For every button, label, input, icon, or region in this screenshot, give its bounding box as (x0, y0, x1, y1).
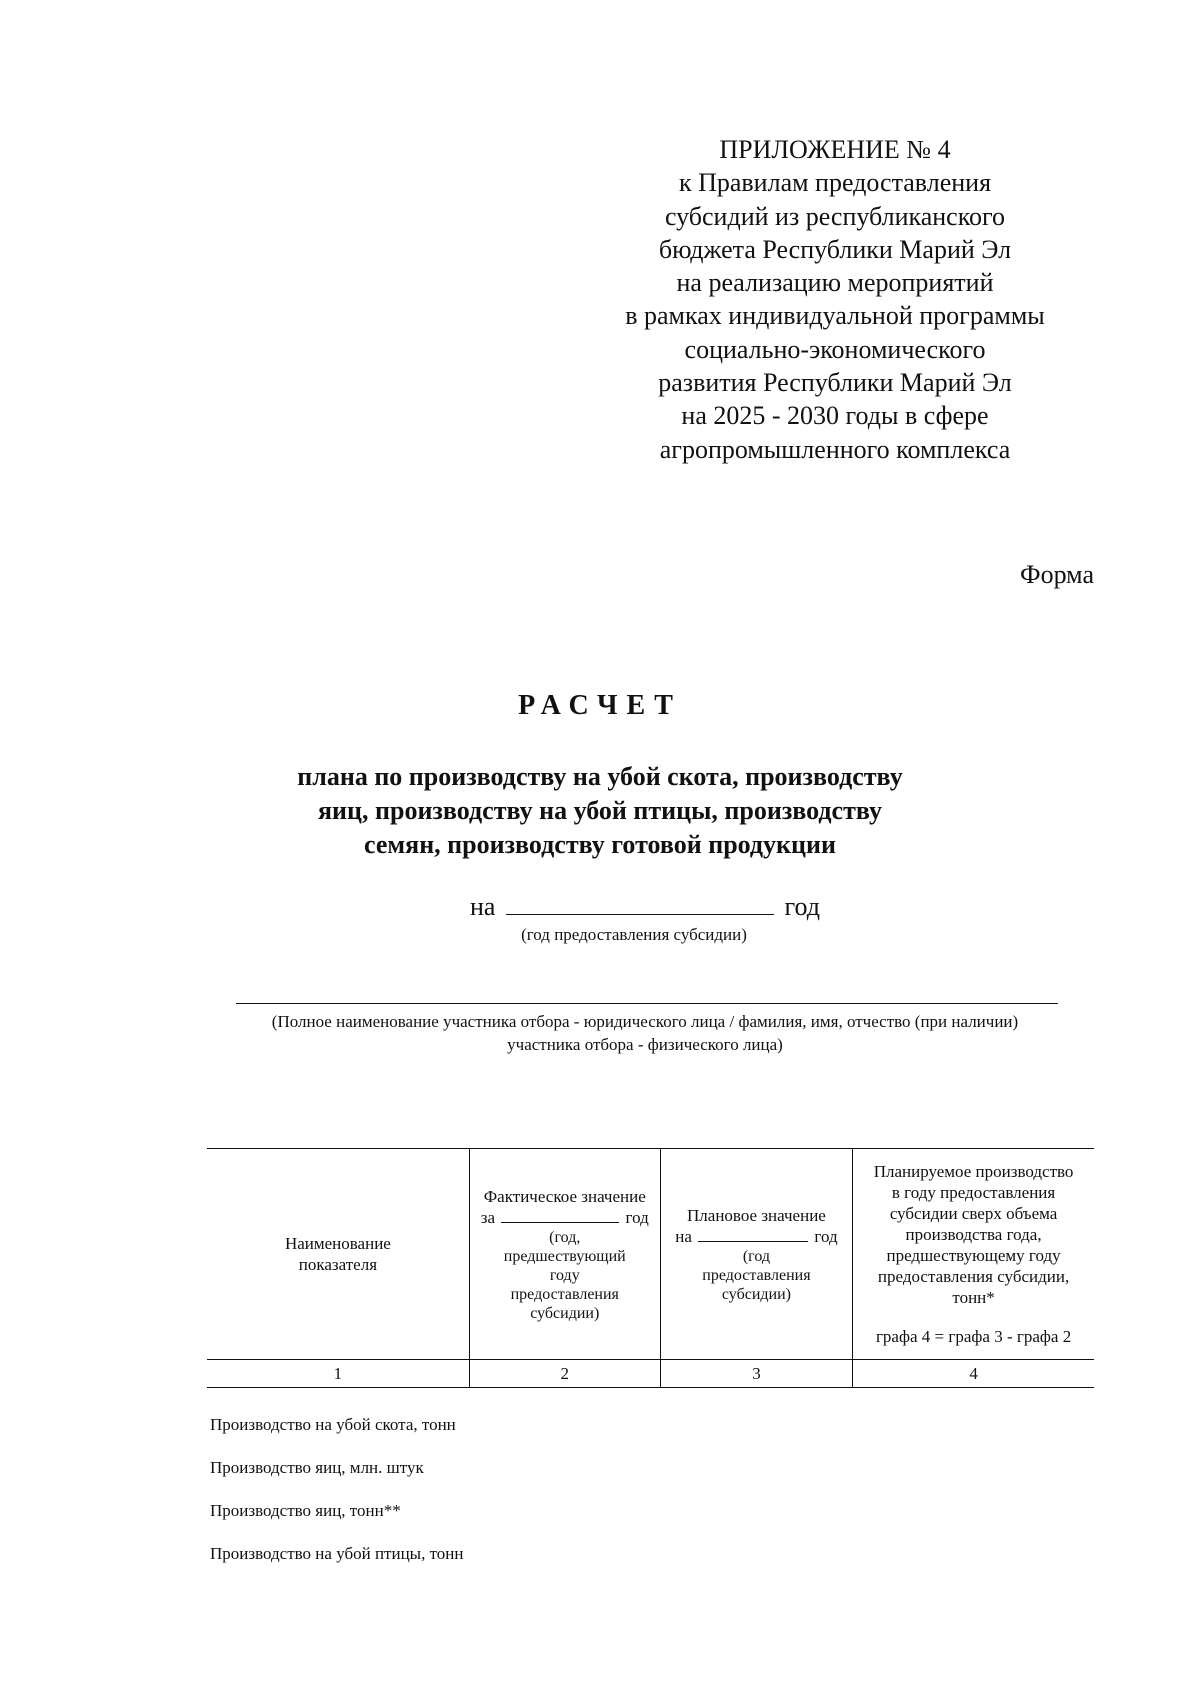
header-year-line (665, 1226, 848, 1247)
header-year-suffix: год (814, 1226, 838, 1246)
subtitle-line: плана по производству на убой скота, производству (297, 762, 903, 791)
appendix-line: социально-экономического (684, 334, 986, 364)
header-text: Плановое значение (687, 1205, 826, 1225)
column-formula: графа 4 = графа 3 - графа 2 (875, 1327, 1072, 1346)
header-text: показателя (298, 1255, 378, 1274)
note-line: субсидии) (530, 1304, 600, 1322)
note-line: субсидии) (721, 1285, 791, 1303)
note-line: предоставления (702, 1266, 811, 1284)
year-prefix: на (470, 892, 496, 921)
header-text: производства года, (905, 1225, 1042, 1244)
header-text: Фактическое значение (483, 1186, 646, 1206)
appendix-line: на реализацию мероприятий (676, 268, 994, 298)
header-year-prefix: на (675, 1226, 692, 1246)
year-line (470, 890, 820, 922)
header-actual-value (469, 1149, 660, 1360)
header-text: предоставления субсидии, (877, 1267, 1070, 1286)
header-planned-value (660, 1149, 852, 1360)
year-caption: (год предоставления субсидии) (521, 925, 747, 944)
header-text: Планируемое производство (873, 1162, 1074, 1181)
indicator-row-label: Производство яиц, тонн** (210, 1501, 401, 1520)
appendix-line: к Правилам предоставления (678, 168, 992, 198)
header-note (665, 1247, 848, 1304)
column-number-row (207, 1360, 1094, 1388)
appendix-line: агропромышленного комплекса (659, 434, 1011, 464)
calculation-table (207, 1148, 1094, 1388)
document-title: РАСЧЕТ (518, 690, 682, 721)
participant-caption (200, 1010, 1090, 1056)
column-number: 4 (853, 1360, 1094, 1388)
header-year-line (474, 1207, 656, 1228)
header-text: тонн* (952, 1288, 995, 1307)
planned-year-blank[interactable] (698, 1227, 808, 1242)
note-line: предоставления (510, 1285, 619, 1303)
note-line: году (549, 1266, 580, 1284)
indicator-row-label: Производство на убой птицы, тонн (210, 1544, 464, 1563)
header-text: Наименование (284, 1234, 391, 1253)
form-label: Форма (1020, 560, 1094, 589)
actual-year-blank[interactable] (501, 1208, 619, 1223)
year-blank-field[interactable] (506, 890, 774, 915)
header-year-prefix: за (480, 1207, 496, 1227)
year-suffix: год (784, 892, 820, 921)
document-subtitle (0, 760, 1200, 862)
appendix-line: на 2025 - 2030 годы в сфере (681, 401, 989, 431)
header-note (474, 1228, 656, 1323)
header-text: в году предоставления (891, 1183, 1056, 1202)
appendix-line: в рамках индивидуальной программы (625, 301, 1045, 331)
participant-caption-line: участника отбора - физического лица) (507, 1035, 783, 1054)
header-text: предшествующему году (886, 1246, 1061, 1265)
subtitle-line: семян, производству готовой продукции (364, 830, 836, 859)
column-number: 1 (207, 1360, 469, 1388)
appendix-line: бюджета Республики Марий Эл (658, 234, 1012, 264)
subtitle-line: яиц, производству на убой птицы, производству (317, 796, 882, 825)
indicator-row-label: Производство на убой скота, тонн (210, 1415, 456, 1434)
indicator-row-label: Производство яиц, млн. штук (210, 1458, 424, 1477)
table-header-row (207, 1149, 1094, 1360)
header-planned-production (853, 1149, 1094, 1360)
note-line: (год, (549, 1228, 581, 1246)
participant-caption-line: (Полное наименование участника отбора - юридического лица / фамилия, имя, отчество (при наличии) (271, 1012, 1019, 1031)
header-text: субсидии сверх объема (889, 1204, 1058, 1223)
note-line: (год (742, 1247, 771, 1265)
appendix-header (560, 133, 1110, 466)
header-year-suffix: год (625, 1207, 649, 1227)
header-indicator-name (207, 1149, 469, 1360)
appendix-line: субсидий из республиканского (664, 201, 1006, 231)
column-number: 2 (469, 1360, 660, 1388)
appendix-line: развития Республики Марий Эл (658, 368, 1012, 398)
note-line: предшествующий (503, 1247, 626, 1265)
column-number: 3 (660, 1360, 852, 1388)
appendix-line: ПРИЛОЖЕНИЕ № 4 (719, 135, 951, 164)
participant-name-blank-field[interactable] (236, 1003, 1058, 1004)
